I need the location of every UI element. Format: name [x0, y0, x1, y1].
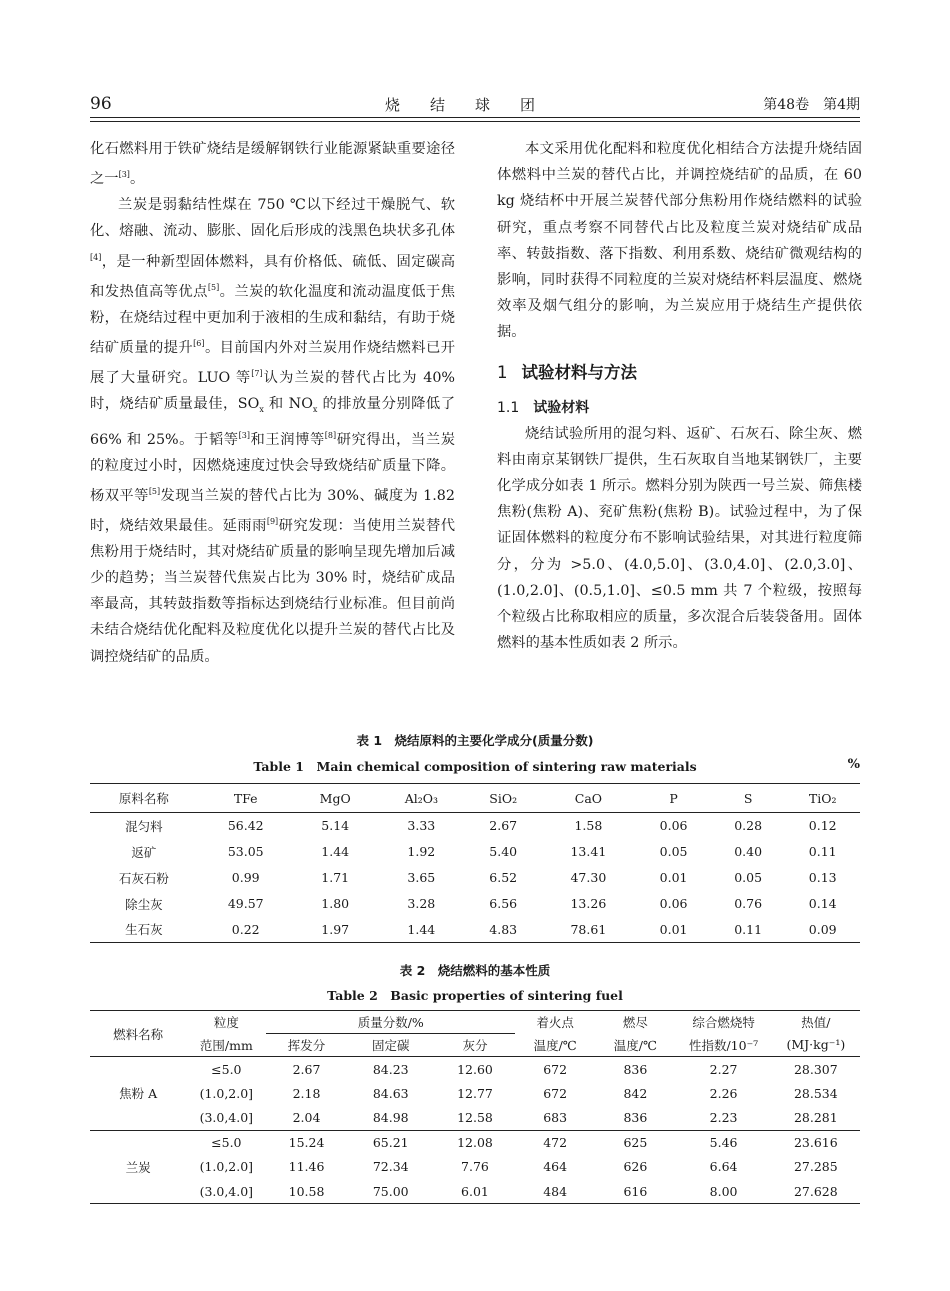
value-cell: 0.12	[808, 818, 837, 834]
value-cell: 28.534	[793, 1085, 838, 1101]
size-range-cell: (3.0,4.0]	[186, 1179, 266, 1204]
header-heat-1: 热值/	[772, 1011, 860, 1034]
table-row	[90, 813, 860, 839]
citation-ref[interactable]: [5]	[148, 486, 161, 496]
value-cell: 65.21	[372, 1135, 409, 1150]
value-cell: 13.26	[570, 896, 607, 911]
citation-ref[interactable]: [4]	[90, 252, 102, 262]
value-cell: 12.60	[457, 1061, 493, 1077]
fuel-name-cell: 兰炭	[90, 1130, 186, 1204]
header-rule-thin	[90, 121, 860, 122]
table1-header-cell: SiO₂	[466, 784, 541, 813]
header-fuel: 燃料名称	[90, 1011, 186, 1057]
value-cell: 56.42	[227, 818, 264, 834]
paragraph-continued: 化石燃料用于铁矿烧结是缓解钢铁行业能源紧缺重要途径之一[3]。	[90, 141, 455, 187]
subsection-heading: 1.1 试验材料	[497, 399, 590, 416]
value-cell: 2.27	[709, 1061, 738, 1077]
journal-title: 烧结球团	[384, 96, 565, 114]
value-cell: 2.23	[675, 1106, 771, 1131]
material-name-cell: 混匀料	[125, 818, 163, 834]
value-cell: 6.64	[709, 1159, 738, 1175]
value-cell: 7.76	[461, 1159, 489, 1175]
table1-header-cell: 原料名称	[90, 784, 198, 813]
table-row	[90, 1130, 860, 1155]
value-cell: 472	[543, 1135, 568, 1150]
value-cell: 15.24	[288, 1135, 325, 1150]
material-name-cell: 生石灰	[90, 917, 198, 943]
table1-caption-cn: 表 1 烧结原料的主要化学成分(质量分数)	[356, 733, 594, 748]
value-cell: 8.00	[675, 1179, 771, 1204]
value-cell: 27.628	[772, 1179, 860, 1204]
value-cell: 5.14	[321, 818, 350, 834]
material-name-cell: 除尘灰	[125, 896, 163, 912]
table-header-row	[90, 1034, 860, 1057]
value-cell: 53.05	[227, 844, 264, 859]
value-cell: 72.34	[372, 1159, 409, 1175]
value-cell: 12.08	[457, 1135, 493, 1150]
value-cell: 0.01	[636, 917, 711, 943]
size-range-cell: (1.0,2.0]	[199, 1085, 254, 1101]
header-size-2: 范围/mm	[186, 1034, 266, 1057]
value-cell: 3.65	[407, 870, 436, 885]
value-cell: 616	[595, 1179, 675, 1204]
value-cell: 75.00	[347, 1179, 435, 1204]
table-row	[90, 1106, 860, 1131]
table1-header-cell: CaO	[540, 784, 636, 813]
value-cell: 0.01	[659, 870, 688, 885]
value-cell: 78.61	[540, 917, 636, 943]
value-cell: 836	[623, 1061, 648, 1077]
header-ash: 灰分	[435, 1034, 515, 1057]
size-range-cell: ≤5.0	[211, 1135, 242, 1150]
table-row	[90, 1179, 860, 1204]
value-cell: 4.83	[466, 917, 541, 943]
value-cell: 1.44	[321, 844, 350, 859]
table1-unit: %	[847, 757, 860, 772]
table-header-row	[90, 1011, 860, 1034]
value-cell: 1.58	[574, 818, 603, 834]
table1-header-cell: MgO	[294, 784, 377, 813]
table1-caption-en: Table 1 Main chemical composition of sintering raw materials	[253, 759, 697, 774]
value-cell: 1.80	[321, 896, 350, 911]
paragraph-lantan-intro: 兰炭是弱黏结性煤在 750 ℃以下经过干燥脱气、软化、熔融、流动、膨胀、固化后形成的浅黑色块状多孔体[4]，是一种新型固体燃料，具有价格低、硫低、固定碳高和发热值高等优点[5]。兰炭的软化温度和流动温度低于焦粉，在烧结过程中更加利于液相的生成和黏结，有助于烧结矿质量的提升[6]。目前国内外对兰炭用作烧结燃料已开展了大量研究。LUO 等[7]认为兰炭的替代占比为 40% 时，烧结矿质量最佳，$SO_x$ 和 $NO_x$ 的排放量分别降低了 66% 和 25%。于韬等[3]和王润博等[8]研究得出，当兰炭的粒度过小时，因燃烧速度过快会导致烧结矿质量下降。杨双平等[5]发现当兰炭的替代占比为 30%、碱度为 1.82 时，烧结效果最佳。延雨雨[9]研究发现：当使用兰炭替代焦粉用于烧结时，其对烧结矿质量的影响呈现先增加后减少的趋势；当兰炭替代焦炭占比为 30% 时，烧结矿成品率最高，其转鼓指数等指标达到烧结行业标准。但目前尚未结合烧结优化配料及粒度优化以提升兰炭的替代占比及调控烧结矿的品质。	[90, 197, 456, 665]
value-cell: 464	[543, 1159, 568, 1175]
value-cell: 12.58	[435, 1106, 515, 1131]
value-cell: 2.67	[292, 1061, 321, 1077]
value-cell: 0.05	[734, 870, 763, 885]
header-index-1: 综合燃烧特	[675, 1011, 771, 1034]
table1-header-cell: S	[711, 784, 786, 813]
value-cell: 0.28	[734, 818, 763, 834]
section-heading: 1 试验材料与方法	[497, 362, 637, 382]
table-row	[90, 917, 860, 943]
size-range-cell: ≤5.0	[211, 1061, 242, 1077]
header-burnout-1: 燃尽	[595, 1011, 675, 1034]
paragraph-study-aim: 本文采用优化配料和粒度优化相结合方法提升烧结固体燃料中兰炭的替代占比，并调控烧结矿的品质，在 60 kg 烧结杯中开展兰炭替代部分焦粉用作烧结燃料的试验研究，重点考察不同替代占比及粒度兰炭对烧结矿成品率、转鼓指数、落下指数、利用系数、烧结矿微观结构的影响，同时获得不同粒度的兰炭对烧结杯料层温度、燃烧效率及烟气组分的影响，为兰炭应用于烧结生产提供依据。	[497, 141, 862, 341]
table-row	[90, 1155, 860, 1180]
table1-header-cell: TFe	[198, 784, 294, 813]
table1-header-cell: TiO₂	[785, 784, 860, 813]
value-cell: 625	[623, 1135, 648, 1150]
value-cell: 484	[515, 1179, 595, 1204]
value-cell: 1.92	[407, 844, 436, 859]
value-cell: 0.22	[198, 917, 294, 943]
value-cell: 2.18	[292, 1085, 321, 1101]
value-cell: 0.99	[231, 870, 260, 885]
citation-ref[interactable]: [5]	[207, 282, 220, 292]
value-cell: 836	[595, 1106, 675, 1131]
value-cell: 842	[623, 1085, 648, 1101]
volume-issue: 第48卷 第4期	[763, 97, 860, 113]
citation-ref[interactable]: [8]	[324, 430, 337, 440]
table-row	[90, 865, 860, 891]
value-cell: 0.06	[659, 818, 688, 834]
header-index-2: 性指数/10⁻⁷	[675, 1034, 771, 1057]
value-cell: 0.05	[659, 844, 688, 859]
paragraph-materials: 烧结试验所用的混匀料、返矿、石灰石、除尘灰、燃料由南京某钢铁厂提供，生石灰取自当地某钢铁厂，主要化学成分如表 1 所示。燃料分别为陕西一号兰炭、筛焦楼焦粉(焦粉 A)、兖矿焦粉(焦粉 B)。试验过程中，为了保证固体燃料的粒度分布不影响试验结果，对其进行粒度筛分，分为 >5.0、(4.0,5.0]、(3.0,4.0]、(2.0,3.0]、(1.0,2.0]、(0.5,1.0]、≤0.5 mm 共 7 个粒级，按照每个粒级占比称取相应的质量，多次混合后装袋备用。固体燃料的基本性质如表 2 所示。	[497, 425, 862, 652]
citation-ref[interactable]: [3]	[118, 170, 130, 180]
value-cell: 11.46	[288, 1159, 325, 1175]
value-cell: 2.04	[266, 1106, 346, 1131]
value-cell: 0.11	[711, 917, 786, 943]
right-column	[497, 136, 862, 656]
value-cell: 5.40	[489, 844, 518, 859]
value-cell: 23.616	[793, 1135, 838, 1150]
value-cell: 1.44	[377, 917, 466, 943]
value-cell: 672	[543, 1085, 568, 1101]
value-cell: 84.23	[372, 1061, 409, 1077]
table-row	[90, 891, 860, 917]
value-cell: 6.52	[489, 870, 518, 885]
value-cell: 28.281	[772, 1106, 860, 1131]
value-cell: 0.09	[785, 917, 860, 943]
value-cell: 0.14	[808, 896, 837, 911]
table-row	[90, 1081, 860, 1106]
value-cell: 3.33	[407, 818, 436, 834]
size-range-cell: (3.0,4.0]	[186, 1106, 266, 1131]
header-volatile: 挥发分	[266, 1034, 346, 1057]
table-header-row	[90, 784, 860, 813]
value-cell: 0.40	[734, 844, 763, 859]
left-column	[90, 136, 455, 670]
value-cell: 0.06	[659, 896, 688, 911]
header-burnout-2: 温度/℃	[595, 1034, 675, 1057]
table-row	[90, 1057, 860, 1082]
table1-chemical-composition	[90, 783, 860, 943]
header-ignition-1: 着火点	[515, 1011, 595, 1034]
size-range-cell: (1.0,2.0]	[199, 1159, 254, 1175]
value-cell: 84.98	[347, 1106, 435, 1131]
material-name-cell: 返矿	[131, 844, 157, 860]
value-cell: 12.77	[457, 1085, 493, 1101]
material-name-cell: 石灰石粉	[118, 870, 169, 886]
table1-header-cell: Al₂O₃	[377, 784, 466, 813]
value-cell: 2.26	[709, 1085, 738, 1101]
citation-ref[interactable]: [3]	[238, 430, 250, 440]
running-header	[90, 86, 860, 116]
table1-header-cell: P	[636, 784, 711, 813]
value-cell: 84.63	[372, 1085, 409, 1101]
table2-caption-cn: 表 2 烧结燃料的基本性质	[399, 963, 551, 978]
value-cell: 0.13	[808, 870, 837, 885]
value-cell: 49.57	[227, 896, 264, 911]
value-cell: 0.76	[734, 896, 763, 911]
value-cell: 626	[623, 1159, 648, 1175]
value-cell: 1.97	[294, 917, 377, 943]
citation-ref[interactable]: [9]	[266, 516, 279, 526]
citation-ref[interactable]: [7]	[251, 368, 263, 378]
value-cell: 683	[515, 1106, 595, 1131]
value-cell: 10.58	[266, 1179, 346, 1204]
value-cell: 6.01	[435, 1179, 515, 1204]
value-cell: 47.30	[570, 870, 607, 885]
value-cell: 5.46	[709, 1135, 738, 1150]
value-cell: 3.28	[407, 896, 436, 911]
value-cell: 0.11	[808, 844, 837, 859]
table-row	[90, 839, 860, 865]
page-number: 96	[90, 94, 112, 114]
header-size-1: 粒度	[186, 1011, 266, 1034]
value-cell: 28.307	[793, 1061, 838, 1077]
fuel-name-cell: 焦粉 A	[90, 1057, 186, 1131]
value-cell: 672	[543, 1061, 568, 1077]
table2-fuel-properties	[90, 1010, 860, 1204]
header-heat-2: (MJ·kg⁻¹)	[772, 1034, 860, 1057]
value-cell: 27.285	[793, 1159, 838, 1175]
header-rule-thick	[90, 117, 860, 118]
citation-ref[interactable]: [6]	[193, 338, 205, 348]
table2-caption-en: Table 2 Basic properties of sintering fuel	[327, 988, 623, 1003]
header-ignition-2: 温度/℃	[515, 1034, 595, 1057]
header-mass-group: 质量分数/%	[266, 1011, 515, 1034]
value-cell: 13.41	[570, 844, 607, 859]
value-cell: 2.67	[489, 818, 518, 834]
value-cell: 1.71	[321, 870, 350, 885]
header-fixed-carbon: 固定碳	[347, 1034, 435, 1057]
value-cell: 6.56	[489, 896, 518, 911]
